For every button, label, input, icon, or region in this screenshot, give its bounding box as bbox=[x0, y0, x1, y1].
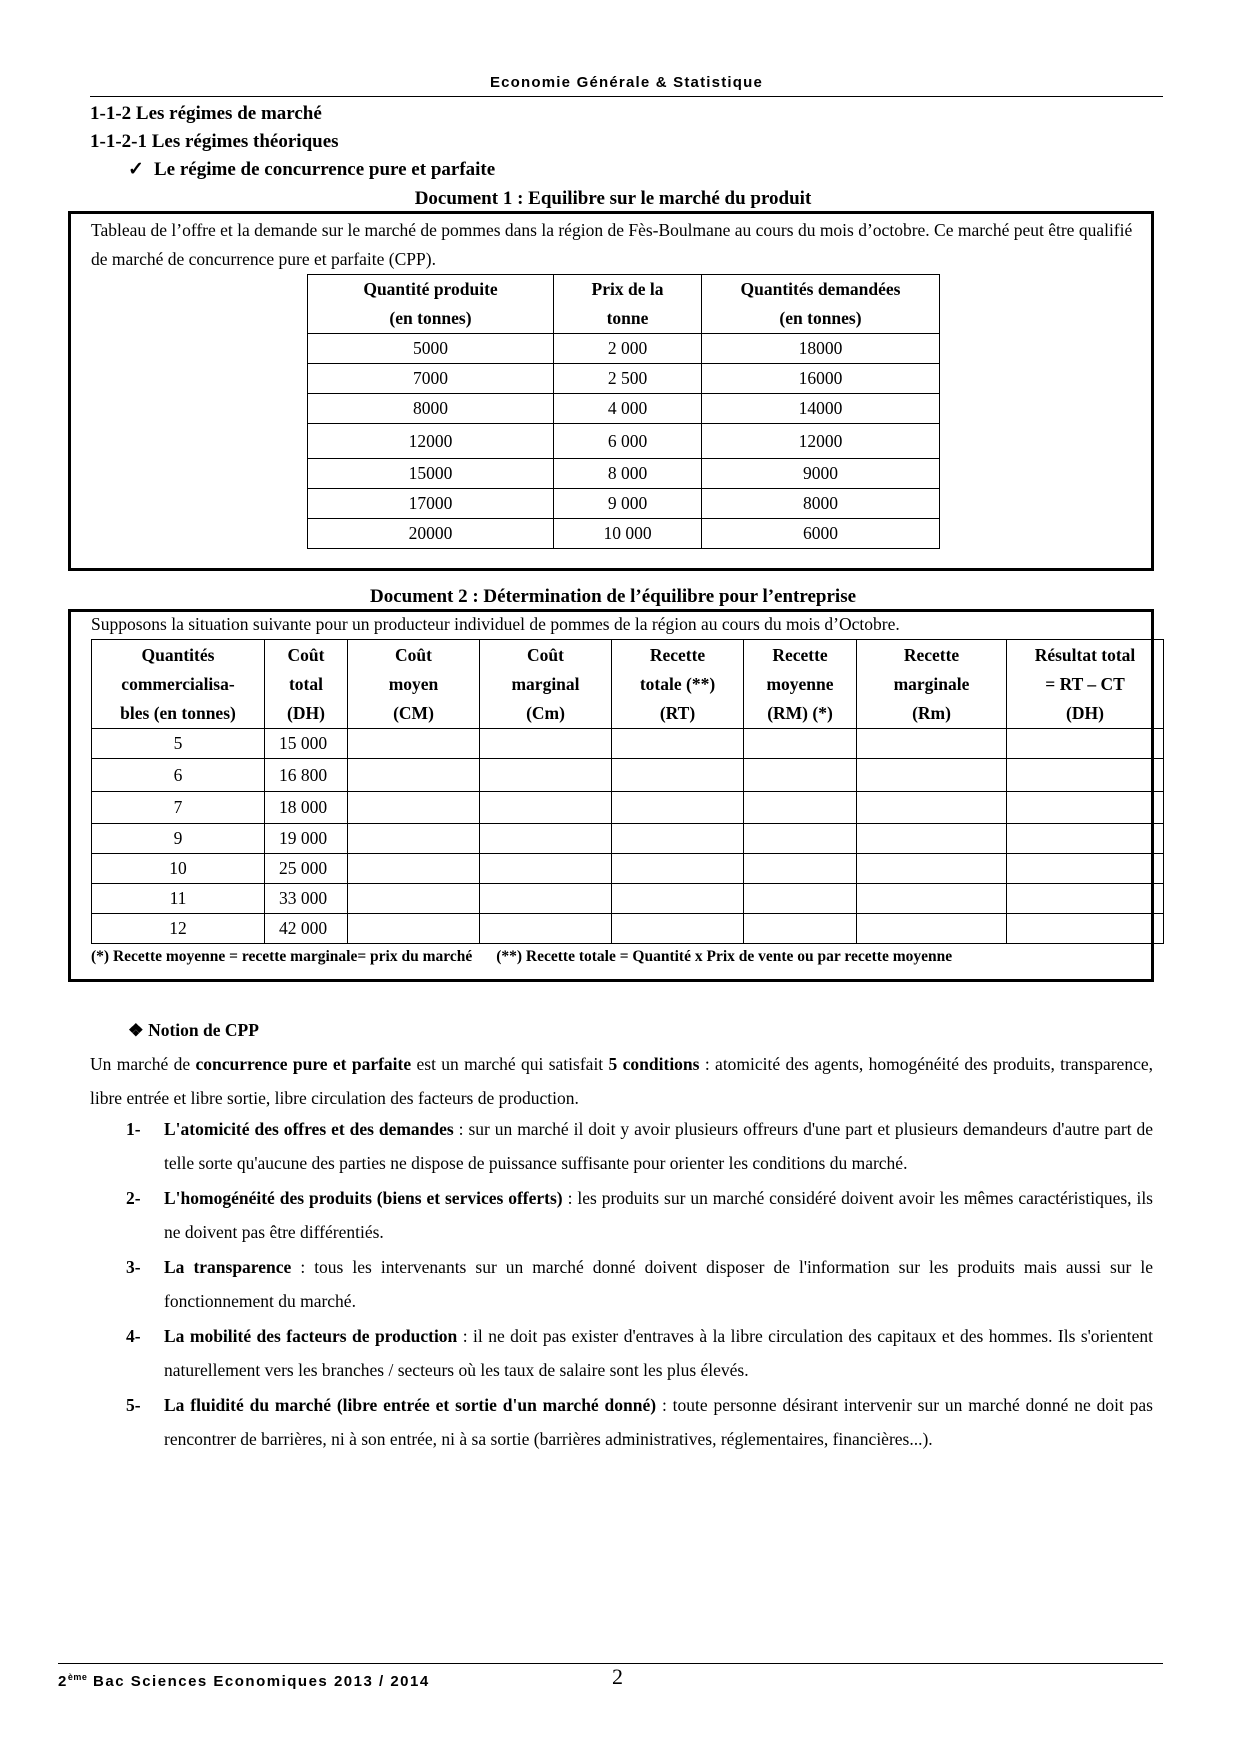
cell: 8000 bbox=[702, 489, 940, 519]
empty-cell[interactable] bbox=[744, 824, 857, 854]
cell: 9 000 bbox=[554, 489, 702, 519]
section-heading: 1-1-2 Les régimes de marché bbox=[90, 103, 322, 124]
table-row bbox=[92, 729, 1164, 759]
empty-cell[interactable] bbox=[857, 729, 1007, 759]
empty-cell[interactable] bbox=[1007, 854, 1164, 884]
document-2-intro: Supposons la situation suivante pour un producteur individuel de pommes de la région au cours du mois d’Octobre. bbox=[91, 614, 900, 634]
empty-cell[interactable] bbox=[857, 792, 1007, 824]
table-row bbox=[308, 459, 940, 489]
document-1-intro: Tableau de l’offre et la demande sur le marché de pommes dans la région de Fès-Boulmane au cours du mois d’octobre. Ce marché peut être qualifié de marché de concurrence pure et parfaite (CPP). bbox=[91, 220, 1133, 269]
cell: 19 000 bbox=[265, 824, 348, 854]
empty-cell[interactable] bbox=[480, 914, 612, 944]
cell: 17000 bbox=[308, 489, 554, 519]
cell: 5000 bbox=[308, 334, 554, 364]
empty-cell[interactable] bbox=[348, 792, 480, 824]
check-icon: ✓ bbox=[128, 159, 144, 180]
table-row bbox=[92, 884, 1164, 914]
list-item: 1- L'atomicité des offres et des demandes : sur un marché il doit y avoir plusieurs offreurs d'une part et plusieurs demandeurs d'autre part de telle sorte qu'aucune des parties ne dispose de puissance suffisante pour orienter les conditions du marché. bbox=[126, 1119, 1154, 1173]
cell: 10 bbox=[92, 854, 265, 884]
cell: 8 000 bbox=[554, 459, 702, 489]
page-header-title: Economie Générale & Statistique bbox=[489, 74, 764, 91]
col-header-marginal-revenue: Recette marginale (Rm) bbox=[857, 640, 1007, 729]
empty-cell[interactable] bbox=[744, 729, 857, 759]
footer-course-label: 2ème Bac Sciences Economiques 2013 / 2014 bbox=[58, 1672, 430, 1690]
cell: 15 000 bbox=[265, 729, 348, 759]
empty-cell[interactable] bbox=[744, 854, 857, 884]
cell: 12000 bbox=[308, 424, 554, 459]
empty-cell[interactable] bbox=[744, 759, 857, 792]
col-header-total-result: Résultat total = RT – CT (DH) bbox=[1007, 640, 1164, 729]
cell: 7000 bbox=[308, 364, 554, 394]
table-row bbox=[308, 424, 940, 459]
empty-cell[interactable] bbox=[348, 824, 480, 854]
cell: 9 bbox=[92, 824, 265, 854]
empty-cell[interactable] bbox=[612, 884, 744, 914]
empty-cell[interactable] bbox=[348, 759, 480, 792]
cell: 11 bbox=[92, 884, 265, 914]
subsection-heading: 1-1-2-1 Les régimes théoriques bbox=[90, 131, 339, 152]
diamond-bullet-icon: ❖ bbox=[128, 1020, 144, 1040]
table-row bbox=[92, 854, 1164, 884]
empty-cell[interactable] bbox=[1007, 729, 1164, 759]
list-item: 5- La fluidité du marché (libre entrée et sortie d'un marché donné) : toute personne désirant intervenir sur un marché donné ne doit pas rencontrer de barrières, ni à son entrée, ni à sa sortie (barrières administratives, réglementaires, financières...). bbox=[126, 1395, 1153, 1449]
col-header-price: Prix de la tonne bbox=[554, 275, 702, 334]
empty-cell[interactable] bbox=[857, 824, 1007, 854]
notion-paragraph: Un marché de concurrence pure et parfaite est un marché qui satisfait 5 conditions : atomicité des agents, homogénéité des produits, transparence, libre entrée et libre sortie, libre circulation des facteurs de production. bbox=[90, 1054, 1153, 1108]
empty-cell[interactable] bbox=[1007, 792, 1164, 824]
empty-cell[interactable] bbox=[744, 792, 857, 824]
list-item: 2- L'homogénéité des produits (biens et services offerts) : les produits sur un marché considéré doivent avoir les mêmes caractéristiques, ils ne doivent pas être différentiés. bbox=[126, 1188, 1153, 1242]
empty-cell[interactable] bbox=[480, 884, 612, 914]
empty-cell[interactable] bbox=[480, 854, 612, 884]
cell: 16000 bbox=[702, 364, 940, 394]
regime-heading bbox=[128, 158, 495, 181]
table-row bbox=[308, 334, 940, 364]
col-header-average-cost: Coût moyen (CM) bbox=[348, 640, 480, 729]
empty-cell[interactable] bbox=[480, 792, 612, 824]
table-row bbox=[308, 519, 940, 549]
empty-cell[interactable] bbox=[480, 729, 612, 759]
empty-cell[interactable] bbox=[612, 792, 744, 824]
col-header-marginal-cost: Coût marginal (Cm) bbox=[480, 640, 612, 729]
empty-cell[interactable] bbox=[348, 884, 480, 914]
document-2-title: Document 2 : Détermination de l’équilibre pour l’entreprise bbox=[369, 586, 857, 607]
cell: 12 bbox=[92, 914, 265, 944]
empty-cell[interactable] bbox=[612, 759, 744, 792]
cell: 33 000 bbox=[265, 884, 348, 914]
footer-divider bbox=[58, 1663, 1163, 1664]
cell: 42 000 bbox=[265, 914, 348, 944]
footnote-average-revenue: (*) Recette moyenne = recette marginale= prix du marché bbox=[91, 948, 473, 965]
empty-cell[interactable] bbox=[857, 884, 1007, 914]
empty-cell[interactable] bbox=[480, 824, 612, 854]
empty-cell[interactable] bbox=[348, 729, 480, 759]
table-row bbox=[308, 364, 940, 394]
empty-cell[interactable] bbox=[1007, 884, 1164, 914]
list-item: 4- La mobilité des facteurs de production : il ne doit pas exister d'entraves à la libre circulation des capitaux et des hommes. Ils s'orientent naturellement vers les branches / secteurs où les taux de salaire sont les plus élevés. bbox=[126, 1326, 1153, 1380]
empty-cell[interactable] bbox=[744, 914, 857, 944]
firm-equilibrium-table bbox=[91, 639, 1164, 944]
list-item: 3- La transparence : tous les intervenants sur un marché donné doivent disposer de l'information sur les produits mais aussi sur le fonctionnement du marché. bbox=[126, 1257, 1153, 1311]
col-header-total-cost: Coût total (DH) bbox=[265, 640, 348, 729]
cell: 20000 bbox=[308, 519, 554, 549]
col-header-quantities: Quantités commercialisa- bles (en tonnes) bbox=[92, 640, 265, 729]
table-row bbox=[92, 759, 1164, 792]
empty-cell[interactable] bbox=[1007, 914, 1164, 944]
empty-cell[interactable] bbox=[612, 824, 744, 854]
notion-title: Notion de CPP bbox=[148, 1020, 259, 1040]
notion-heading bbox=[128, 1020, 259, 1041]
empty-cell[interactable] bbox=[857, 759, 1007, 792]
table-row bbox=[92, 824, 1164, 854]
col-header-average-revenue: Recette moyenne (RM) (*) bbox=[744, 640, 857, 729]
cell: 9000 bbox=[702, 459, 940, 489]
empty-cell[interactable] bbox=[348, 854, 480, 884]
cell: 2 500 bbox=[554, 364, 702, 394]
empty-cell[interactable] bbox=[612, 729, 744, 759]
empty-cell[interactable] bbox=[857, 854, 1007, 884]
supply-demand-table bbox=[307, 274, 940, 549]
empty-cell[interactable] bbox=[1007, 824, 1164, 854]
cell: 25 000 bbox=[265, 854, 348, 884]
table-row bbox=[308, 489, 940, 519]
table-row bbox=[308, 394, 940, 424]
cell: 16 800 bbox=[265, 759, 348, 792]
cell: 6000 bbox=[702, 519, 940, 549]
cell: 7 bbox=[92, 792, 265, 824]
conditions-list bbox=[90, 1113, 1153, 1456]
cell: 10 000 bbox=[554, 519, 702, 549]
table-row bbox=[92, 914, 1164, 944]
col-header-quantity-demanded: Quantités demandées (en tonnes) bbox=[702, 275, 940, 334]
cell: 14000 bbox=[702, 394, 940, 424]
cell: 12000 bbox=[702, 424, 940, 459]
empty-cell[interactable] bbox=[348, 914, 480, 944]
cell: 8000 bbox=[308, 394, 554, 424]
empty-cell[interactable] bbox=[480, 759, 612, 792]
empty-cell[interactable] bbox=[612, 854, 744, 884]
document-1-box bbox=[68, 211, 1154, 571]
empty-cell[interactable] bbox=[744, 884, 857, 914]
table-footnotes bbox=[91, 948, 952, 966]
cell: 18000 bbox=[702, 334, 940, 364]
empty-cell[interactable] bbox=[1007, 759, 1164, 792]
empty-cell[interactable] bbox=[857, 914, 1007, 944]
document-1-title: Document 1 : Equilibre sur le marché du produit bbox=[414, 188, 812, 209]
regime-heading-label: Le régime de concurrence pure et parfaite bbox=[154, 159, 496, 180]
col-header-quantity-produced: Quantité produite (en tonnes) bbox=[308, 275, 554, 334]
header-divider bbox=[90, 96, 1163, 97]
cell: 4 000 bbox=[554, 394, 702, 424]
empty-cell[interactable] bbox=[612, 914, 744, 944]
cell: 18 000 bbox=[265, 792, 348, 824]
col-header-total-revenue: Recette totale (**) (RT) bbox=[612, 640, 744, 729]
cell: 6 000 bbox=[554, 424, 702, 459]
table-row bbox=[92, 792, 1164, 824]
page-number: 2 bbox=[612, 1664, 623, 1689]
cell: 5 bbox=[92, 729, 265, 759]
footnote-total-revenue: (**) Recette totale = Quantité x Prix de vente ou par recette moyenne bbox=[496, 948, 953, 965]
cell: 2 000 bbox=[554, 334, 702, 364]
document-2-box bbox=[68, 609, 1154, 982]
cell: 15000 bbox=[308, 459, 554, 489]
cell: 6 bbox=[92, 759, 265, 792]
